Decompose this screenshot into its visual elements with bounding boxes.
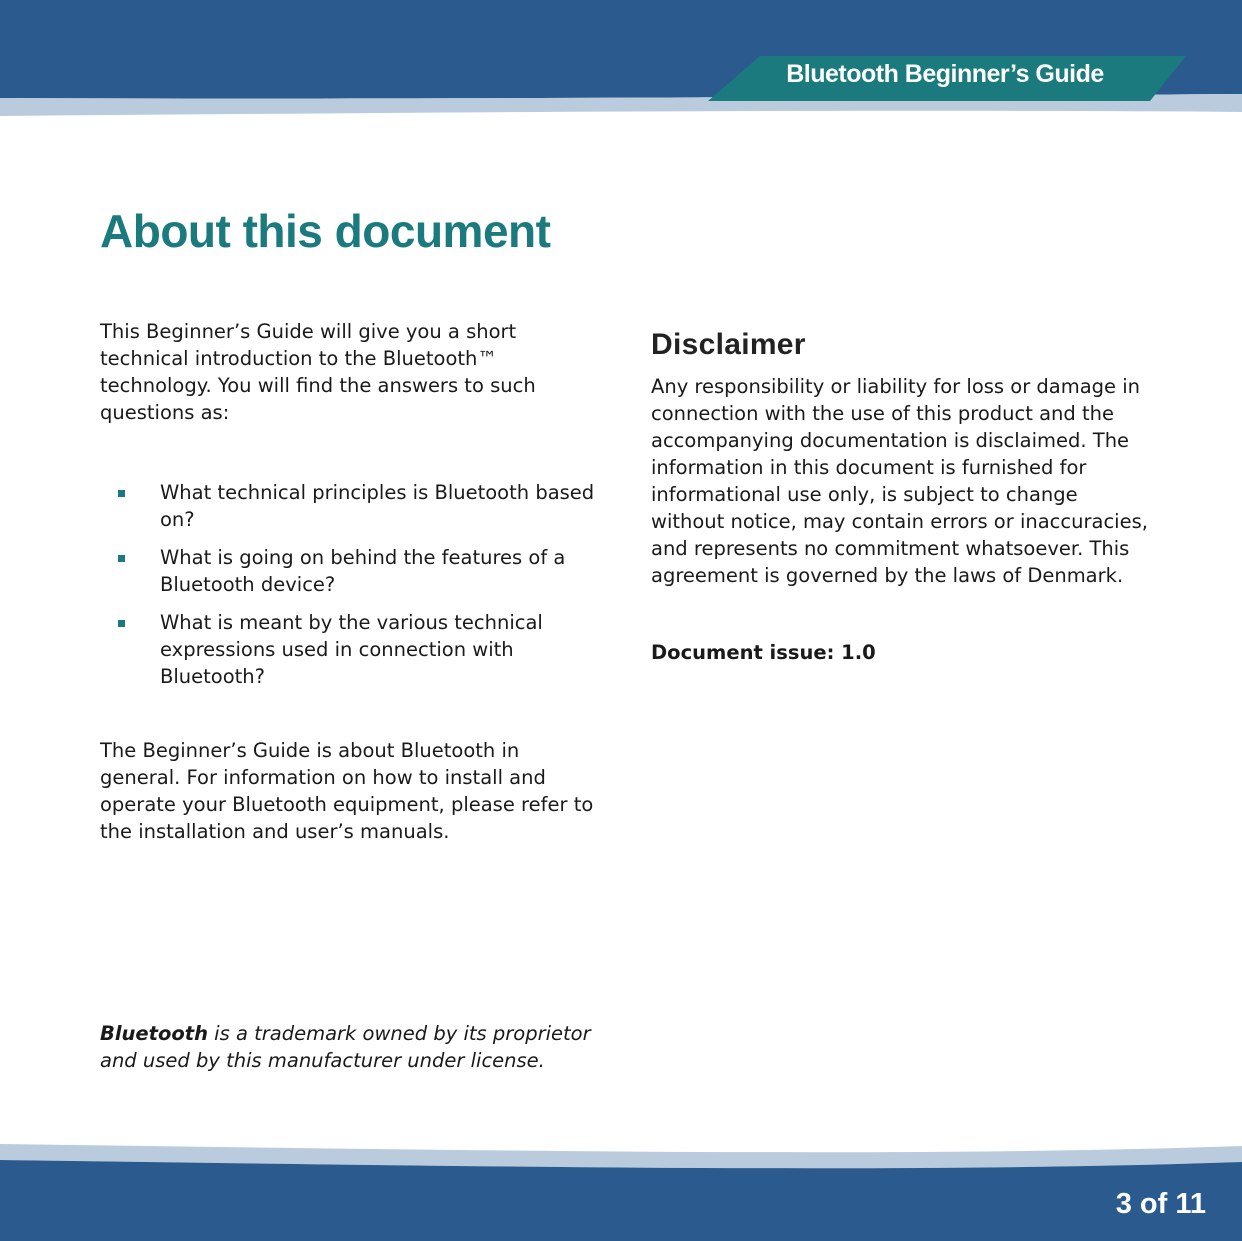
list-item [100, 609, 600, 690]
document-issue: Document issue: 1.0 [651, 641, 876, 664]
left-column [100, 318, 600, 845]
question-list [100, 479, 600, 690]
intro-paragraph: This Beginner’s Guide will give you a short technical introduction to the Bluetooth™ technology. You will find the answers to such questions as: [100, 320, 536, 424]
list-item-text: What is meant by the various technical expressions used in connection with Bluetooth? [160, 611, 543, 688]
page-number: 3 of 11 [1115, 1188, 1206, 1220]
list-item-text: What is going on behind the features of a Bluetooth device? [160, 546, 566, 596]
disclaimer-text: Any responsibility or liability for loss or damage in connection with the use of this product and the accompanying documentation is disclaimed. The information in this document is furnished for informational use only, is subject to change without notice, may contain errors or inaccuracies, and represents no commitment whatsoever. This agreement is governed by the laws of Denmark. [651, 375, 1148, 587]
list-item-text: What technical principles is Bluetooth based on? [160, 481, 595, 531]
trademark-note [100, 1020, 600, 1074]
bullet-icon [118, 490, 125, 497]
page-title: About this document [100, 205, 551, 257]
bullet-icon [118, 555, 125, 562]
bullet-icon [118, 620, 125, 627]
right-column [651, 328, 1151, 664]
trademark-brand: Bluetooth [100, 1022, 208, 1045]
header-tab-label: Bluetooth Beginner’s Guide [786, 60, 1104, 88]
bottom-banner [0, 1160, 1242, 1241]
trademark-text: is a trademark owned by its proprietor and used by this manufacturer under license. [100, 1022, 591, 1072]
disclaimer-heading: Disclaimer [651, 328, 806, 361]
outro-paragraph: The Beginner’s Guide is about Bluetooth in general. For information on how to install and operate your Bluetooth equipment, please refer to the installation and user’s manuals. [100, 739, 594, 843]
list-item [100, 479, 600, 533]
list-item [100, 544, 600, 598]
